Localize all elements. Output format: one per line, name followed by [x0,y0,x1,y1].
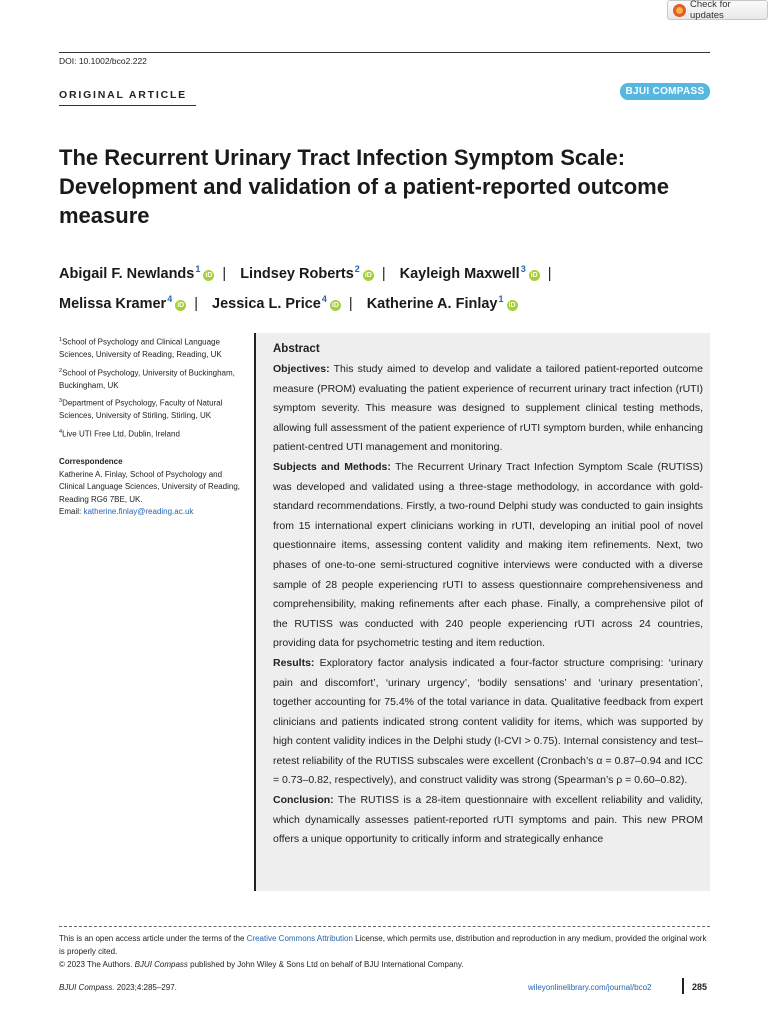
abstract-methods [273,458,703,654]
author-affiliation-mark: 1 [498,293,504,304]
abstract-results [273,654,703,791]
author-name: Katherine A. Finlay [366,295,498,312]
doi: DOI: 10.1002/bco2.222 [59,56,147,66]
author-separator: | [194,295,198,312]
license-line [59,932,710,958]
author-separator: | [222,265,227,282]
abstract-objectives [273,360,703,458]
affiliation-mark: 1 [59,337,63,343]
affiliations [59,334,243,519]
affiliation-text: Live UTI Free Ltd, Dublin, Ireland [62,429,180,439]
correspondence-heading: Correspondence [59,457,123,467]
journal-cite-name: BJUI Compass. [59,983,115,992]
article-type: ORIGINAL ARTICLE [59,89,187,101]
orcid-icon[interactable]: iD [177,301,185,309]
orcid-icon[interactable]: iD [508,301,516,309]
author-affiliation-mark: 3 [520,264,526,274]
author-list [59,257,719,317]
journal-url-link[interactable]: wileyonlinelibrary.com/journal/bco2 [528,983,652,992]
check-for-updates-button[interactable] [667,0,768,20]
copyright-journal: BJUI Compass [134,960,188,969]
author-affiliation-mark: 4 [167,293,173,304]
license-post: License, which permits use, distribution and reproduction in any medium, provided the original work is properly cited. [59,934,707,956]
copyright-pre: © 2023 The Authors. [59,960,135,969]
journal-citation [59,983,177,992]
abstract-conclusion [273,791,703,850]
author-affiliation-mark: 2 [354,264,360,274]
objectives-label: Objectives: [273,363,330,375]
author-name: Abigail F. Newlands [59,265,195,282]
objectives-text: This study aimed to develop and validate a tailored patient-reported outcome measure (PROM) evaluating the patient experience of recurrent urinary tract infection (rUTI) symptom severity. This measure was designed to supplement clinical testing methods, allowing full assessment of the patient experience of rUTI symptom burden, while enhancing patient-centred UTI management and monitoring. [273,363,703,454]
license-notice [59,932,710,971]
article-type-underline [59,105,196,106]
orcid-icon[interactable]: iD [331,301,339,309]
affiliation-mark: 3 [59,398,63,405]
methods-text: The Recurrent Urinary Tract Infection Symptom Scale (RUTISS) was developed and validated using a three-stage methodology, in accordance with gold-standard recommendations. Firstly, a two-round Delphi study was conducted to gain insights from 15 international expert clinicians working in rUTI, developing an initial pool of novel questionnaire items, assessing content validity and making item refinements. Next, two phases of one-to-one semi-structured cognitive interviews were conducted with a diverse sample of 28 people experiencing rUTI to assess questionnaire comprehensiveness and comprehensibility, making refinements after each phase. Finally, a comprehensive pilot of the RUTISS was conducted with 240 people experiencing rUTI across 24 countries, providing data for psychometric testing and item reduction. [273,460,703,650]
author-separator: | [547,265,552,282]
conclusion-label: Conclusion: [273,794,334,807]
footer-page-divider [682,978,684,994]
abstract-content [273,341,703,850]
author-separator: | [381,265,386,282]
author-name: Lindsey Roberts [240,265,354,282]
footer-divider [59,926,710,927]
correspondence-email-line [59,506,243,519]
journal-cite-rest: 2023;4:285–297. [114,983,177,992]
affiliation-text: School of Psychology and Clinical Language Sciences, University of Reading, Reading, UK [59,337,222,360]
email-link[interactable]: katherine.finlay@reading.ac.uk [83,507,194,517]
conclusion-text: The RUTISS is a 28-item questionnaire with excellent reliability and validity, which dynamically assesses patient-reported rUTI symptoms and pain. This new PROM offers a unique opportunity to critically inform and strategically enhance [273,794,703,846]
author[interactable] [59,293,186,312]
email-label: Email: [59,507,84,517]
orcid-icon[interactable]: iD [530,271,538,279]
orcid-icon[interactable]: iD [205,271,213,279]
affiliation-text: School of Psychology, University of Buckingham, Buckingham, UK [59,368,235,390]
author-name: Kayleigh Maxwell [399,265,520,282]
affiliation [59,395,243,423]
author-name: Jessica L. Price [212,295,321,312]
author[interactable] [366,293,518,312]
author[interactable] [59,266,214,282]
author-name: Melissa Kramer [59,295,167,312]
affiliation-mark: 4 [59,428,63,435]
header-rule [59,52,710,53]
methods-label: Subjects and Methods: [273,460,391,473]
journal-badge: BJUI COMPASS [620,83,710,100]
author-affiliation-mark: 4 [321,293,327,304]
affiliation [59,365,243,393]
affiliation-mark: 2 [59,367,63,374]
affiliation-text: Department of Psychology, Faculty of Natural Sciences, University of Stirling, Stirling, UK [59,398,223,421]
affiliation [59,334,243,362]
copyright-post: published by John Wiley & Sons Ltd on behalf of BJU International Company. [187,960,464,969]
results-label: Results: [273,656,315,669]
author[interactable] [400,266,540,282]
paper-title: The Recurrent Urinary Tract Infection Symptom Scale: Development and validation of a patient-reported outcome measure [59,145,669,228]
copyright-line [59,958,710,971]
abstract-heading: Abstract [273,343,320,355]
author[interactable] [212,293,341,312]
license-pre: This is an open access article under the terms of the [59,934,247,943]
author-affiliation-mark: 1 [195,264,201,274]
check-for-updates-label: Check for updates [690,0,731,21]
results-text: Exploratory factor analysis indicated a four-factor structure comprising: ‘urinary pain and discomfort’, ‘urinary urgency’, ‘bodily sensations’ and ‘urinary presentation’, together accounting for 75.4% of the total variance in data. Qualitative feedback from expert clinicians and patients indicated strong content validity for items, which was supported by high content validity indices in the Delphi study (I-CVI > 0.75). Internal consistency and test–retest reliability of the RUTISS subscales were excellent (Cronbach’s α = 0.87–0.94 and ICC = 0.73–0.82, respectively), and construct validity was strong (Spearman’s ρ = 0.60–0.82). [273,656,703,787]
author[interactable] [240,266,374,282]
author-separator: | [348,295,353,312]
page-number: 285 [692,982,708,992]
orcid-icon[interactable]: iD [364,271,372,279]
crossmark-icon [673,4,686,17]
abstract-box [254,333,710,891]
affiliation [59,426,243,441]
creative-commons-link[interactable]: Creative Commons Attribution [246,934,353,943]
correspondence-text: Katherine A. Finlay, School of Psychology and Clinical Language Sciences, University of Reading, Reading RG6 7BE, UK. [59,469,240,504]
